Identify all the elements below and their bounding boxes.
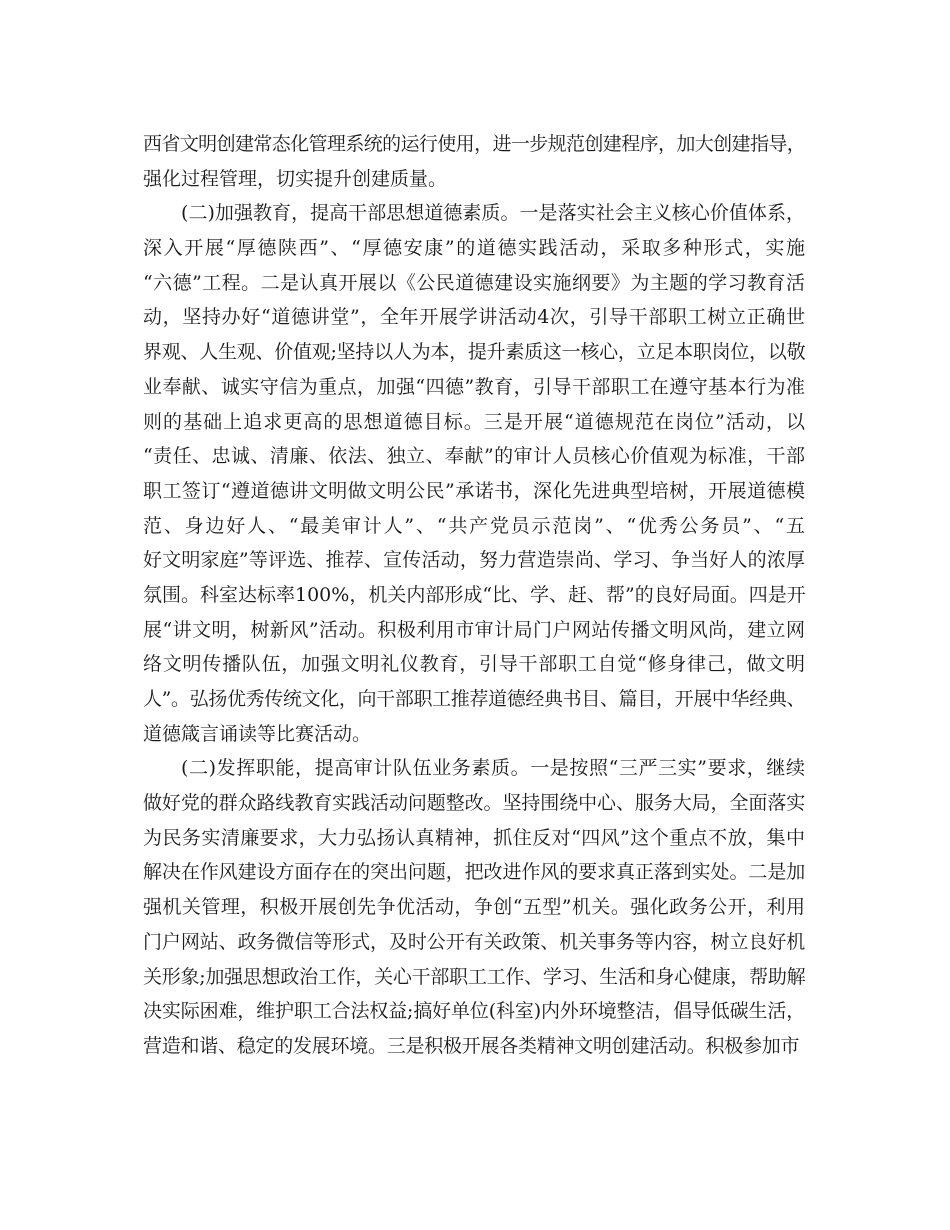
text-line: 展“讲文明，树新风”活动。积极利用市审计局门户网站传播文明风尚，建立网 [143, 618, 805, 641]
text-line: 则的基础上追求更高的思想道德目标。三是开展“道德规范在岗位”活动，以 [143, 410, 805, 433]
text-line: “责任、忠诚、清廉、依法、独立、奉献”的审计人员核心价值观为标准，干部 [143, 445, 805, 468]
text-line: 氛围。科室达标率100%，机关内部形成“比、学、赶、帮”的良好局面。四是开 [143, 583, 806, 606]
text-line: 动，坚持办好“道德讲堂”，全年开展学讲活动4次，引导干部职工树立正确世 [143, 306, 805, 329]
text-line: 解决在作风建设方面存在的突出问题，把改进作风的要求真正落到实处。二是加 [143, 861, 805, 884]
text-line: 西省文明创建常态化管理系统的运行使用，进一步规范创建程序，加大创建指导， [143, 133, 805, 155]
text-line: 好文明家庭”等评选、推荐、宣传活动，努力营造崇尚、学习、争当好人的浓厚 [143, 549, 805, 572]
text-line: 为民务实清廉要求，大力弘扬认真精神，抓住反对“四风”这个重点不放，集中 [143, 826, 805, 849]
text-line: 职工签订“遵道德讲文明做文明公民”承诺书，深化先进典型培树，开展道德模 [143, 479, 805, 502]
text-line: 人”。弘扬优秀传统文化，向干部职工推荐道德经典书目、篇目，开展中华经典、 [143, 688, 805, 710]
text-line: 深入开展“厚德陕西”、“厚德安康”的道德实践活动，采取多种形式，实施 [143, 237, 805, 260]
text-line: 道德箴言诵读等比赛活动。 [143, 722, 372, 745]
paragraph [143, 127, 805, 196]
text-line: 强化过程管理，切实提升创建质量。 [143, 167, 448, 190]
paragraph [143, 751, 805, 1063]
text-line: 强机关管理，积极开展创先争优活动，争创“五型”机关。强化政务公开，利用 [143, 896, 805, 919]
text-line: (二)加强教育，提高干部思想道德素质。一是落实社会主义核心价值体系， [181, 202, 805, 225]
text-line: 决实际困难，维护职工合法权益;搞好单位(科室)内外环境整洁，倡导低碳生活， [143, 1000, 805, 1023]
text-line: 范、身边好人、“最美审计人”、“共产党员示范岗”、“优秀公务员”、“五 [143, 514, 805, 537]
text-line: 门户网站、政务微信等形式，及时公开有关政策、机关事务等内容，树立良好机 [143, 930, 805, 953]
text-line: 营造和谐、稳定的发展环境。三是积极开展各类精神文明创建活动。积极参加市 [143, 1034, 800, 1057]
paragraph [143, 196, 805, 751]
text-line: “六德”工程。二是认真开展以《公民道德建设实施纲要》为主题的学习教育活 [143, 271, 805, 294]
text-line: (二)发挥职能，提高审计队伍业务素质。一是按照“三严三实”要求，继续 [181, 757, 805, 780]
text-line: 做好党的群众路线教育实践活动问题整改。坚持围绕中心、服务大局，全面落实 [143, 792, 805, 815]
text-line: 络文明传播队伍，加强文明礼仪教育，引导干部职工自觉“修身律己，做文明 [143, 653, 805, 676]
text-line: 界观、人生观、价值观;坚持以人为本，提升素质这一核心，立足本职岗位，以敬 [143, 341, 806, 364]
document-body [143, 127, 805, 1064]
text-line: 业奉献、诚实守信为重点，加强“四德”教育，引导干部职工在遵守基本行为准 [143, 375, 805, 398]
text-line: 关形象;加强思想政治工作，关心干部职工工作、学习、生活和身心健康，帮助解 [143, 965, 806, 988]
